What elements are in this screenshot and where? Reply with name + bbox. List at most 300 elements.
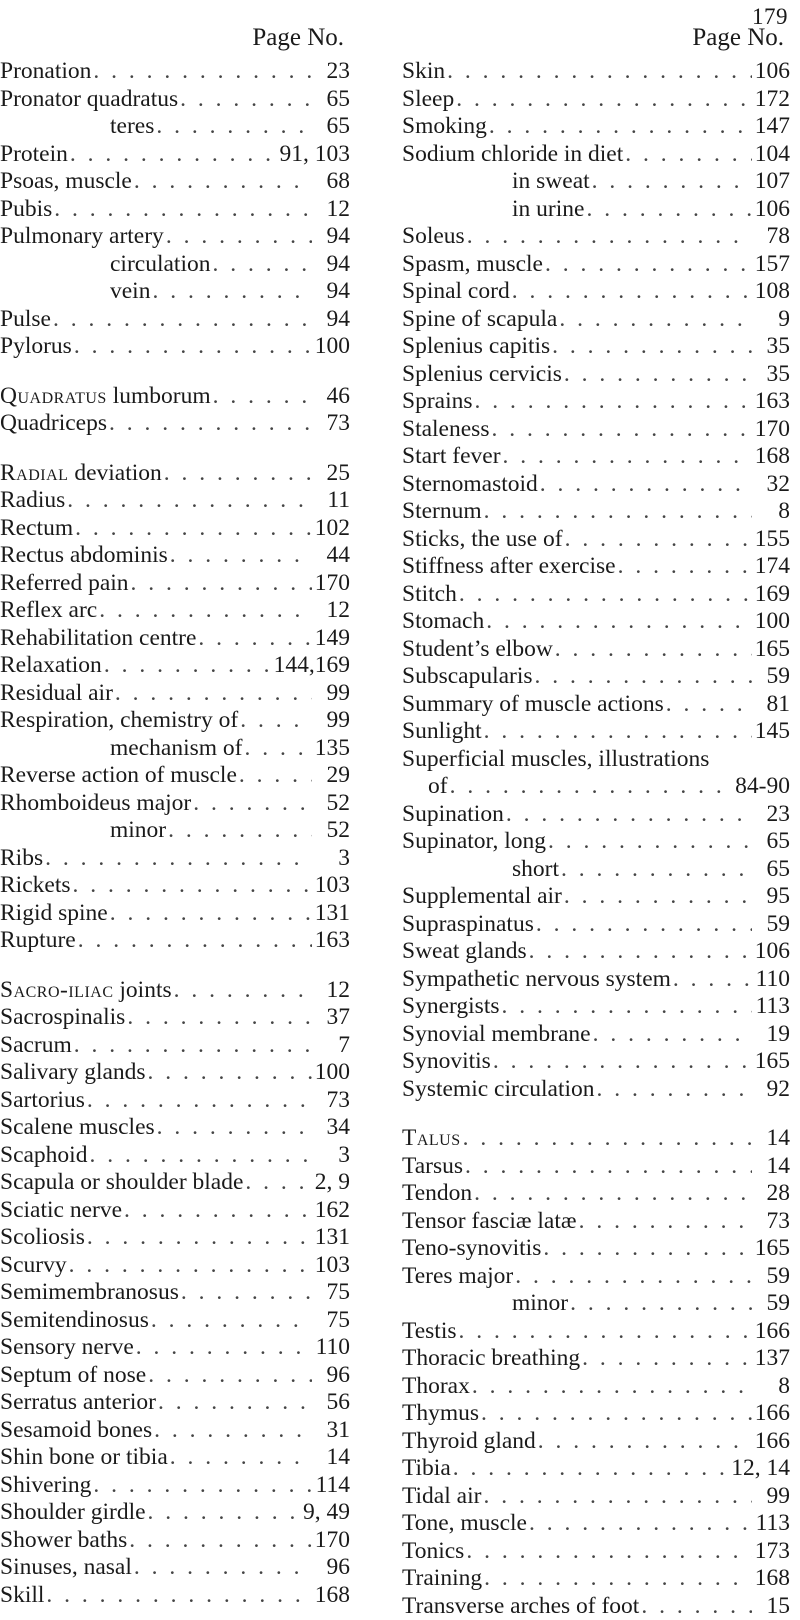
page-number: 179 [752,4,788,30]
entry-list-left [0,58,350,1609]
index-term: Sympathetic nervous system [402,966,671,994]
index-entry [0,306,350,334]
page-reference: 165 [752,1048,790,1076]
index-term: circulation [0,251,210,279]
index-entry [0,652,350,680]
page-reference: 14 [752,1153,790,1181]
index-term: Sacrospinalis [0,1004,125,1032]
leader-dots [132,168,312,196]
index-term: Skill [0,1582,44,1610]
leader-dots [150,278,312,306]
leader-dots [172,977,312,1005]
index-entry [0,817,350,845]
page-reference: 8 [752,1373,790,1401]
leader-dots [67,1252,312,1280]
page-reference: 19 [752,1021,790,1049]
leader-dots [465,223,752,251]
page-reference: 147 [752,113,790,141]
leader-dots [562,883,752,911]
index-entry [0,1472,350,1500]
page-reference: 34 [312,1114,350,1142]
page-reference: 75 [312,1307,350,1335]
letter-gap [402,1103,790,1125]
leader-dots [87,1142,312,1170]
leader-dots [616,553,752,581]
index-entry [0,597,350,625]
page-reference: 99 [312,680,350,708]
index-entry [0,141,350,169]
page-reference: 15 [752,1593,790,1620]
index-term: Sensory nerve [0,1334,134,1362]
page-reference: 32 [752,471,790,499]
page-reference: 106 [752,196,790,224]
page-reference: 135 [312,735,350,763]
page-reference: 170 [312,570,350,598]
index-entry [0,278,350,306]
page-reference: 81 [752,691,790,719]
page-reference: 102 [312,515,350,543]
leader-dots [71,872,313,900]
index-entry [402,718,790,746]
index-term: Sprains [402,388,473,416]
index-column-left [0,18,350,1609]
page-reference: 37 [312,1004,350,1032]
page-reference: 110 [312,1334,350,1362]
index-term: Smoking [402,113,487,141]
column-header-right: Page No. [402,18,790,58]
leader-dots [473,388,753,416]
index-term: Supination [402,801,504,829]
leader-dots [577,1208,752,1236]
index-entry [0,58,350,86]
leader-dots [481,1483,752,1511]
leader-dots [457,1318,753,1346]
index-term: Tensor fasciæ latæ [402,1208,577,1236]
leader-dots [91,1472,312,1500]
index-entry [402,58,790,86]
index-entry [0,1582,350,1610]
page-reference: 96 [312,1362,350,1390]
index-entry [402,1076,790,1104]
leader-dots [113,680,312,708]
leader-dots [543,251,752,279]
page-reference: 155 [752,526,790,554]
page-reference: 11 [312,487,350,515]
index-term: Soleus [402,223,465,251]
page-reference: 96 [312,1554,350,1582]
index-entry [402,1235,790,1263]
index-entry [0,487,350,515]
leader-dots [43,845,312,873]
index-term: Serratus anterior [0,1389,156,1417]
page-reference: 7 [312,1032,350,1060]
leader-dots [52,196,312,224]
index-entry [402,1373,790,1401]
page-reference: 73 [312,1087,350,1115]
index-entry [0,790,350,818]
index-column-right [402,18,790,1620]
leader-dots [166,817,312,845]
index-entry [402,1428,790,1456]
index-entry [0,900,350,928]
leader-dots [152,1417,312,1445]
index-term: Start fever [402,443,501,471]
page-reference: 103 [312,1252,350,1280]
page-reference: 166 [752,1428,790,1456]
index-term: Sesamoid bones [0,1417,152,1445]
index-entry [402,608,790,636]
page-reference: 92 [752,1076,790,1104]
index-term: Sternum [402,498,482,526]
index-entry [402,1180,790,1208]
leader-dots [97,597,312,625]
leader-dots [68,141,280,169]
index-entry [0,1224,350,1252]
index-entry [402,1208,790,1236]
index-entry [402,553,790,581]
leader-dots [85,1224,312,1252]
index-entry [0,625,350,653]
leader-dots [134,1334,312,1362]
index-term: Radius [0,487,65,515]
index-term: Transverse arches of foot [402,1593,639,1620]
index-term: Septum of nose [0,1362,146,1390]
letter-gap [0,361,350,383]
index-entry [0,1499,350,1527]
index-term: Scaphoid [0,1142,87,1170]
index-term: Quadratus lumborum [0,383,211,411]
index-entry [0,196,350,224]
page-reference: 12 [312,196,350,224]
index-entry [402,581,790,609]
index-term: Testis [402,1318,457,1346]
index-entry [402,113,790,141]
page-reference: 12 [312,977,350,1005]
leader-dots [470,1373,752,1401]
index-entry [402,278,790,306]
leader-dots [44,1582,312,1610]
leader-dots [178,86,312,114]
leader-dots [457,581,752,609]
index-term: Synovitis [402,1048,491,1076]
index-term: Tone, muscle [402,1510,527,1538]
index-entry [0,570,350,598]
leader-dots [541,1235,752,1263]
leader-dots [102,652,274,680]
page-reference: 168 [752,1565,790,1593]
leader-dots [156,1389,312,1417]
index-term: Residual air [0,680,113,708]
page-reference: 100 [312,1059,350,1087]
index-term: Tonics [402,1538,464,1566]
page-reference: 28 [752,1180,790,1208]
page-reference: 14 [312,1444,350,1472]
leader-dots [550,333,752,361]
index-entry [0,1142,350,1170]
index-entry [0,1032,350,1060]
page-reference: 166 [752,1318,790,1346]
page-reference: 23 [752,801,790,829]
leader-dots [580,1345,752,1373]
page-reference: 168 [312,1582,350,1610]
index-entry [402,1048,790,1076]
leader-dots [568,1290,752,1318]
index-entry [0,762,350,790]
page-reference: 75 [312,1279,350,1307]
page-reference: 3 [312,1142,350,1170]
leader-dots [563,526,752,554]
index-term: Supinator, long [402,828,546,856]
index-term: Sinuses, nasal [0,1554,132,1582]
leader-dots [146,1059,312,1087]
page-reference: 78 [752,223,790,251]
index-entry [0,251,350,279]
index-term: Skin [402,58,445,86]
index-entry [0,707,350,735]
leader-dots [91,58,312,86]
page-reference: 163 [312,927,350,955]
page-reference: 8 [752,498,790,526]
page-reference: 73 [752,1208,790,1236]
page-reference: 174 [752,553,790,581]
index-term: of [402,773,448,801]
index-term: Rhomboideus major [0,790,191,818]
index-entry [402,306,790,334]
leader-dots [538,471,752,499]
index-term: minor [402,1290,568,1318]
index-entry [0,872,350,900]
page-reference: 110 [752,966,790,994]
leader-dots [125,1004,312,1032]
index-term: Systemic circulation [402,1076,595,1104]
index-entry [0,460,350,488]
page-reference: 165 [752,1235,790,1263]
leader-dots [536,1428,752,1456]
leader-dots [482,718,752,746]
index-term: Tidal air [402,1483,481,1511]
index-entry [0,1169,350,1197]
index-term: Quadriceps [0,410,107,438]
index-term: Thymus [402,1400,479,1428]
leader-dots [510,278,752,306]
index-term: Scalene muscles [0,1114,155,1142]
index-entry [402,993,790,1021]
index-term: Rupture [0,927,76,955]
index-term: Sartorius [0,1087,85,1115]
index-term: Shin bone or tibia [0,1444,168,1472]
index-term: Semitendinosus [0,1307,149,1335]
page-reference: 99 [312,707,350,735]
page-reference: 172 [752,86,790,114]
index-term: Sacro-iliac joints [0,977,172,1005]
page-reference: 145 [752,718,790,746]
page-reference: 12, 14 [731,1455,790,1483]
index-term: Scurvy [0,1252,67,1280]
index-entry [402,746,790,774]
index-term: Pubis [0,196,52,224]
page-reference: 106 [752,938,790,966]
index-term: Shivering [0,1472,91,1500]
index-entry [402,471,790,499]
leader-dots [584,196,752,224]
index-term: Subscapularis [402,663,533,691]
page-reference: 149 [312,625,350,653]
index-entry [0,1444,350,1472]
index-entry [0,1417,350,1445]
page-reference: 65 [752,856,790,884]
index-term: Splenius capitis [402,333,550,361]
index-entry [402,801,790,829]
index-term: Rectum [0,515,73,543]
index-entry [0,86,350,114]
index-entry [0,1059,350,1087]
page-reference: 59 [752,1263,790,1291]
index-term: Rehabilitation centre [0,625,196,653]
page-reference: 12 [312,597,350,625]
leader-dots [149,1307,312,1335]
leader-dots [501,443,752,471]
leader-dots [72,1032,312,1060]
index-term: Spinal cord [402,278,510,306]
leader-dots [129,570,312,598]
page-reference: 23 [312,58,350,86]
index-entry [0,735,350,763]
leader-dots [168,1444,312,1472]
leader-dots [472,1180,752,1208]
index-term: Stomach [402,608,484,636]
leader-dots [65,487,312,515]
index-term: Sodium chloride in diet [402,141,623,169]
leader-dots [664,691,752,719]
index-term: vein [0,278,150,306]
page-reference: 94 [312,306,350,334]
index-term: Scoliosis [0,1224,85,1252]
index-term: Ribs [0,845,43,873]
index-term: Reverse action of muscle [0,762,237,790]
index-entry [0,977,350,1005]
leader-dots [534,911,752,939]
index-entry [402,526,790,554]
leader-dots [546,828,752,856]
leader-dots [210,251,312,279]
index-term: Relaxation [0,652,102,680]
page-reference: 31 [312,1417,350,1445]
page-reference: 106 [752,58,790,86]
page-reference: 173 [752,1538,790,1566]
index-term: Sternomastoid [402,471,538,499]
letter-gap [0,955,350,977]
index-entry [402,1125,790,1153]
index-entry [402,1538,790,1566]
index-entry [0,515,350,543]
leader-dots [562,361,752,389]
index-term: Tendon [402,1180,472,1208]
index-entry [0,410,350,438]
page-reference: 99 [752,1483,790,1511]
index-entry [0,1252,350,1280]
leader-dots [451,1455,731,1483]
page-reference: 84-90 [735,773,790,801]
index-entry [402,1593,790,1620]
index-term: Supraspinatus [402,911,534,939]
index-term: Pulmonary artery [0,223,164,251]
index-entry [402,251,790,279]
page-reference: 65 [312,86,350,114]
leader-dots [559,856,752,884]
index-term: Rectus abdominis [0,542,168,570]
page-reference: 52 [312,790,350,818]
page-reference: 100 [752,608,790,636]
leader-dots [557,306,752,334]
page-reference: 46 [312,383,350,411]
page-reference: 35 [752,361,790,389]
index-entry [0,1362,350,1390]
index-entry [402,1153,790,1181]
index-entry [402,498,790,526]
index-entry [0,927,350,955]
leader-dots [639,1593,752,1620]
index-term: Sweat glands [402,938,527,966]
leader-dots [191,790,312,818]
index-term: Thyroid gland [402,1428,536,1456]
index-term: Shoulder girdle [0,1499,146,1527]
index-entry [402,361,790,389]
index-term: Tibia [402,1455,451,1483]
leader-dots [504,801,752,829]
index-term: Sunlight [402,718,482,746]
index-entry [0,1087,350,1115]
index-term: teres [0,113,154,141]
page-reference: 59 [752,1290,790,1318]
page-reference: 170 [752,416,790,444]
index-term: Stitch [402,581,457,609]
index-term: Supplemental air [402,883,562,911]
index-entry [0,1334,350,1362]
leader-dots [108,900,312,928]
index-term: Student’s elbow [402,636,553,664]
entry-list-right [402,58,790,1620]
index-term: in sweat [402,168,590,196]
leader-dots [671,966,752,994]
page-reference: 2, 9 [312,1169,350,1197]
leader-dots [482,498,752,526]
index-entry [0,845,350,873]
index-entry [0,113,350,141]
leader-dots [76,927,312,955]
index-entry [402,1455,790,1483]
index-entry [402,1263,790,1291]
page-reference: 73 [312,410,350,438]
index-term: Shower baths [0,1527,127,1555]
index-entry [402,223,790,251]
page-reference: 113 [752,1510,790,1538]
index-entry [402,416,790,444]
page-reference: 25 [312,460,350,488]
leader-dots [479,1400,752,1428]
leader-dots [464,1538,752,1566]
index-entry [0,168,350,196]
leader-dots [461,1125,752,1153]
page-reference: 144,169 [274,652,350,680]
index-term: Stiffness after exercise [402,553,616,581]
leader-dots [527,1510,752,1538]
index-term: Respiration, chemistry of [0,707,238,735]
page-reference: 59 [752,663,790,691]
leader-dots [242,735,312,763]
letter-gap [0,438,350,460]
page-reference: 9 [752,306,790,334]
index-term: Superficial muscles, illustrations [402,746,709,774]
